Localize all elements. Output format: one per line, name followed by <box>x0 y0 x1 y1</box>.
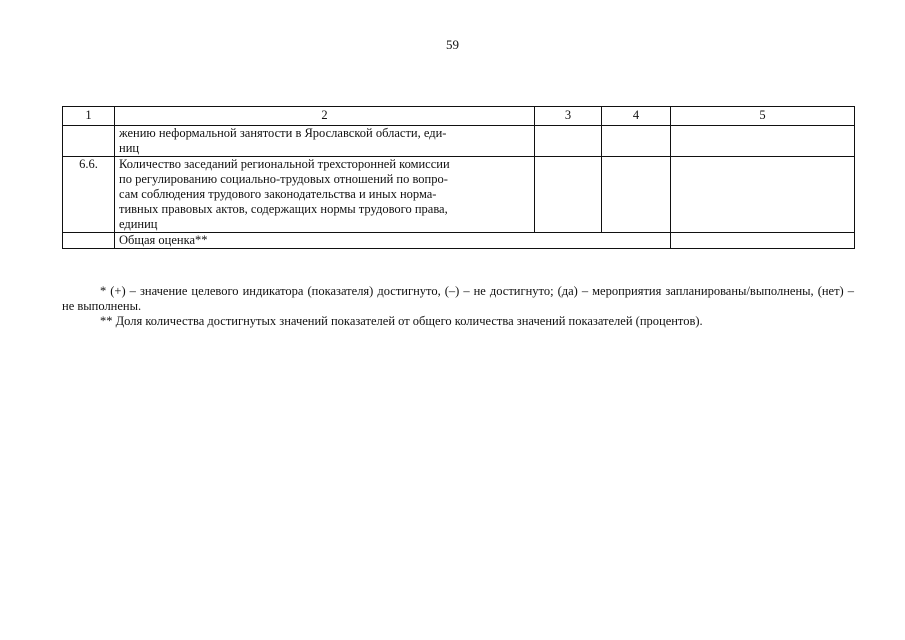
row-number <box>63 126 115 157</box>
row-col3 <box>535 126 602 157</box>
footnote-1: * (+) – значение целевого индикатора (показателя) достигнуто, (–) – не достигнуто; (да) – мероприятия запланированы/выполнены, (нет) – не выполнены. <box>62 284 854 313</box>
total-label: Общая оценка** <box>115 233 671 249</box>
header-cell-4: 4 <box>602 107 671 126</box>
header-cell-5: 5 <box>671 107 855 126</box>
header-cell-1: 1 <box>63 107 115 126</box>
text-line: по регулированию социально-трудовых отношений по вопро- <box>119 172 448 186</box>
row-description <box>115 126 535 157</box>
text-line: Количество заседаний региональной трехсторонней комиссии <box>119 157 450 171</box>
page-number: 59 <box>446 37 459 52</box>
header-cell-3: 3 <box>535 107 602 126</box>
text-line: сам соблюдения трудового законодательства и иных норма- <box>119 187 437 201</box>
total-row <box>63 233 855 249</box>
text-line: тивных правовых актов, содержащих нормы трудового права, <box>119 202 448 216</box>
row-description <box>115 157 535 233</box>
table-row <box>63 126 855 157</box>
text-line: жению неформальной занятости в Ярославской области, еди- <box>119 126 447 140</box>
table-header-row <box>63 107 855 126</box>
footnotes <box>62 284 854 329</box>
header-cell-2: 2 <box>115 107 535 126</box>
row-col5 <box>671 126 855 157</box>
row-col4 <box>602 157 671 233</box>
footnote-2: ** Доля количества достигнутых значений показателей от общего количества значений показателей (процентов). <box>100 314 703 328</box>
table-row <box>63 157 855 233</box>
total-value <box>671 233 855 249</box>
text-line: ниц <box>119 141 140 155</box>
row-col5 <box>671 157 855 233</box>
row-number: 6.6. <box>63 157 115 233</box>
text-line: единиц <box>119 217 158 231</box>
row-col4 <box>602 126 671 157</box>
indicator-table <box>62 106 855 249</box>
row-col3 <box>535 157 602 233</box>
total-number <box>63 233 115 249</box>
